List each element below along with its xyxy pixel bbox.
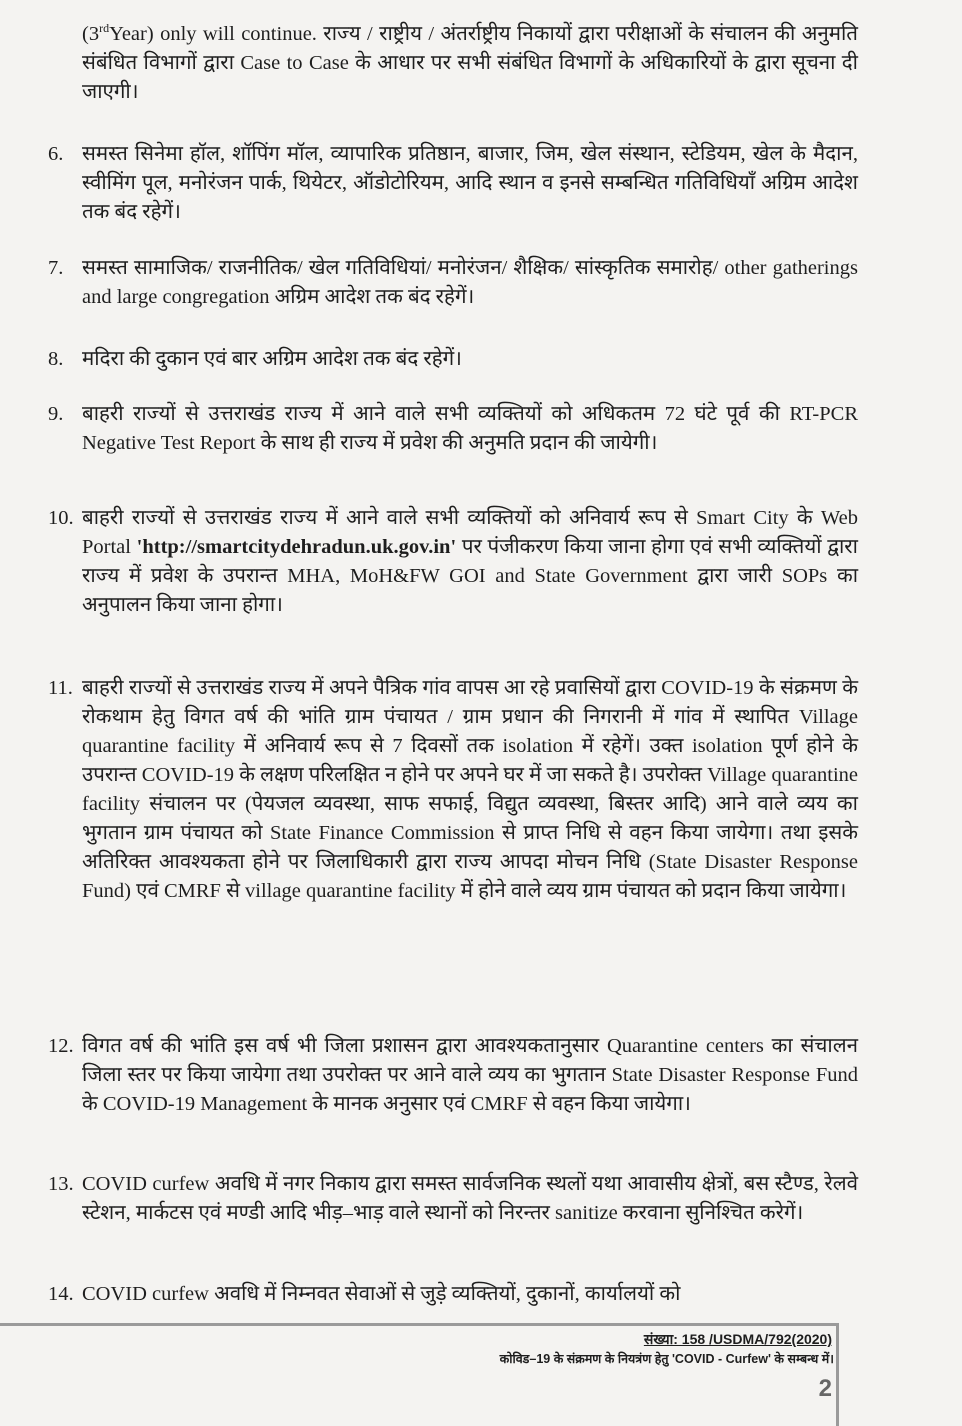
footer-vertical-divider xyxy=(836,1323,839,1426)
item-text: विगत वर्ष की भांति इस वर्ष भी जिला प्रशासन द्वारा आवश्यकतानुसार Quarantine centers का संचालन जिला स्तर पर किया जायेगा तथा उपरोक्त पर आने वाले व्यय का भुगतान State Disaster Response Fund के COVID-19 Management के मानक अनुसार एवं CMRF से वहन किया जायेगा। xyxy=(82,1035,858,1115)
item-number: 14. xyxy=(48,1283,74,1305)
item-text: बाहरी राज्यों से उत्तराखंड राज्य में आने वाले सभी व्यक्तियों को अधिकतम 72 घंटे पूर्व की RT-PCR Negative Test Report के साथ ही राज्य में प्रवेश की अनुमति प्रदान की जायेगी। xyxy=(82,403,858,454)
continuation-prefix: (3 xyxy=(82,23,100,45)
item-number: 11. xyxy=(48,677,73,699)
item-number: 10. xyxy=(48,507,74,529)
item-number: 12. xyxy=(48,1035,74,1057)
item-number: 6. xyxy=(48,143,64,165)
list-item-7 xyxy=(48,254,858,312)
list-item-10 xyxy=(48,504,858,620)
reference-number: संख्या: 158 /USDMA/792(2020) xyxy=(643,1331,832,1347)
item-number: 9. xyxy=(48,403,64,425)
portal-url-link[interactable]: 'http://smartcitydehradun.uk.gov.in' xyxy=(136,536,457,558)
item-text-continued: पर पंजीकरण किया जाना होगा एवं सभी व्यक्तियों द्वारा राज्य में प्रवेश के उपरान्त MHA, MoH&FW GOI and State Government द्वारा जारी SOPs का अनुपालन किया जाना होगा। xyxy=(82,536,858,616)
list-item-13 xyxy=(48,1170,858,1228)
list-item-14 xyxy=(48,1280,858,1309)
item-number: 8. xyxy=(48,348,64,370)
item-text: समस्त सिनेमा हॉल, शॉपिंग मॉल, व्यापारिक प्रतिष्ठान, बाजार, जिम, खेल संस्थान, स्टेडियम, खेल के मैदान, स्वीमिंग पूल, मनोरंजन पार्क, थियेटर, ऑडोटोरियम, आदि स्थान व इनसे सम्बन्धित गतिविधियाँ अग्रिम आदेश तक बंद रहेगें। xyxy=(82,143,858,223)
item-text: बाहरी राज्यों से उत्तराखंड राज्य में अपने पैत्रिक गांव वापस आ रहे प्रवासियों द्वारा COVID-19 के संक्रमण के रोकथाम हेतु विगत वर्ष की भांति ग्राम पंचायत / ग्राम प्रधान की निगरानी में गांव में स्थापित Village quarantine facility में अनिवार्य रूप से 7 दिवसों तक isolation में रहेगें। उक्त isolation पूर्ण होने के उपरान्त COVID-19 के लक्षण परिलक्षित न होने पर अपने घर में जा सकते है। उपरोक्त Village quarantine facility संचालन पर (पेयजल व्यवस्था, साफ सफाई, विद्युत व्यवस्था, बिस्तर आदि) आने वाले व्यय का भुगतान ग्राम पंचायत को State Finance Commission से प्राप्त निधि से वहन किया जायेगा। तथा इसके अतिरिक्त आवश्यकता होने पर जिलाधिकारी द्वारा राज्य आपदा मोचन निधि (State Disaster Response Fund) एवं CMRF से village quarantine facility में होने वाले व्यय ग्राम पंचायत को प्रदान किया जायेगा। xyxy=(82,677,858,902)
list-item-8 xyxy=(48,345,858,374)
item-text: बाहरी राज्यों से उत्तराखंड राज्य में आने वाले सभी व्यक्तियों को अनिवार्य रूप से Smart City के Web Portal xyxy=(82,507,858,558)
list-item-6 xyxy=(48,140,858,227)
list-item-12 xyxy=(48,1032,858,1119)
item-number: 7. xyxy=(48,257,64,279)
item-text: COVID curfew अवधि में नगर निकाय द्वारा समस्त सार्वजनिक स्थलों यथा आवासीय क्षेत्रों, बस स्टैण्ड, रेलवे स्टेशन, मार्कटस एवं मण्डी आदि भीड़–भाड़ वाले स्थानों को निरन्तर sanitize करवाना सुनिश्चित करेगें। xyxy=(82,1173,858,1224)
continuation-text: Year) only will continue. राज्य / राष्ट्रीय / अंतर्राष्ट्रीय निकायों द्वारा परीक्षाओं के संचालन की अनुमति संबंधित विभागों द्वारा Case to Case के आधार पर सभी संबंधित विभागों के अधिकारियों के द्वारा सूचना दी जाएगी। xyxy=(82,23,858,103)
item-text: COVID curfew अवधि में निम्नवत सेवाओं से जुड़े व्यक्तियों, दुकानों, कार्यालयों को xyxy=(82,1283,681,1305)
list-item-11 xyxy=(48,674,858,906)
footer-subject: कोविड–19 के संक्रमण के नियत्रंण हेतु 'COVID - Curfew' के सम्बन्ध में। xyxy=(499,1352,834,1366)
continuation-paragraph xyxy=(82,20,858,107)
footer-divider xyxy=(0,1323,838,1326)
list-item-9 xyxy=(48,400,858,458)
ordinal-superscript: rd xyxy=(99,21,110,36)
item-number: 13. xyxy=(48,1173,74,1195)
page-number: 2 xyxy=(818,1375,832,1402)
item-text: मदिरा की दुकान एवं बार अग्रिम आदेश तक बंद रहेगें। xyxy=(82,348,462,370)
item-text: समस्त सामाजिक/ राजनीतिक/ खेल गतिविधियां/ मनोरंजन/ शैक्षिक/ सांस्कृतिक समारोह/ other gatherings and large congregation अग्रिम आदेश तक बंद रहेगें। xyxy=(82,257,858,308)
